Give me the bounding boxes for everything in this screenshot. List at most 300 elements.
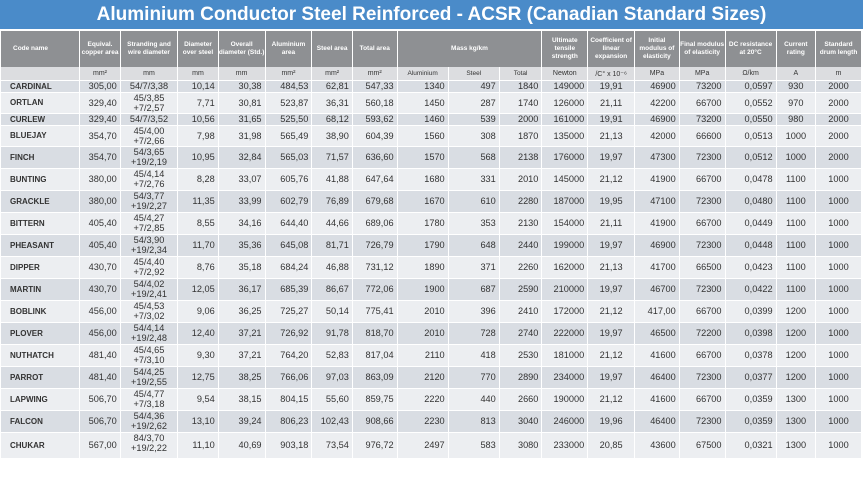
cell-stranding [120,433,178,459]
cell-copper-area: 506,70 [80,389,120,411]
cell-stranding [120,126,178,147]
cell-code-name: FALCON [1,411,80,433]
cell-copper-area: 329,40 [80,93,120,114]
cell-stranding [120,93,178,114]
cell-dc-resistance: 0,0550 [725,114,776,126]
cell-diameter-steel: 8,76 [178,257,218,279]
cell-diameter-steel: 11,35 [178,191,218,213]
cell-final-modulus: 72300 [679,191,725,213]
cell-dc-resistance: 0,0448 [725,235,776,257]
cell-mass-steel: 610 [448,191,499,213]
cell-drum-length: 1000 [816,213,862,235]
cell-mass-aluminium: 1570 [397,147,448,169]
cell-steel-area: 76,89 [312,191,352,213]
unit-stranding: mm [120,67,178,81]
cell-copper-area: 405,40 [80,213,120,235]
cell-final-modulus: 66700 [679,301,725,323]
cell-current-rating: 1100 [776,213,815,235]
units-row [1,67,862,81]
stranding-line-1: 54/4,14 [133,323,165,333]
cell-final-modulus: 66700 [679,345,725,367]
cell-stranding [120,213,178,235]
col-stranding: Stranding and wire diameter [120,31,178,67]
cell-diameter-steel: 12,75 [178,367,218,389]
cell-initial-modulus: 46900 [635,81,680,93]
cell-copper-area: 354,70 [80,147,120,169]
cell-drum-length: 1000 [816,301,862,323]
table-row [1,389,862,411]
cell-coeff-expansion: 19,96 [588,411,635,433]
cell-total-area: 647,64 [352,169,397,191]
unit-blank [1,67,80,81]
cell-initial-modulus: 46500 [635,323,680,345]
cell-coeff-expansion: 21,11 [588,213,635,235]
cell-mass-aluminium: 2110 [397,345,448,367]
cell-final-modulus: 66700 [679,213,725,235]
cell-coeff-expansion: 19,91 [588,81,635,93]
cell-drum-length: 1000 [816,257,862,279]
cell-mass-total: 2410 [499,301,542,323]
cell-coeff-expansion: 19,97 [588,323,635,345]
cell-tensile-strength: 172000 [542,301,588,323]
table-row [1,191,862,213]
acsr-spec-table [1,31,862,459]
cell-aluminium-area: 565,03 [265,147,312,169]
cell-dc-resistance: 0,0423 [725,257,776,279]
cell-current-rating: 1000 [776,126,815,147]
cell-initial-modulus: 46400 [635,367,680,389]
cell-code-name: CURLEW [1,114,80,126]
col-diameter-over-steel: Diameter over steel [178,31,218,67]
cell-dc-resistance: 0,0422 [725,279,776,301]
cell-dc-resistance: 0,0449 [725,213,776,235]
cell-dc-resistance: 0,0552 [725,93,776,114]
cell-copper-area: 405,40 [80,235,120,257]
cell-mass-aluminium: 2497 [397,433,448,459]
cell-copper-area: 456,00 [80,323,120,345]
cell-drum-length: 1000 [816,169,862,191]
cell-overall-diameter: 38,25 [218,367,265,389]
col-overall-diameter: Overall diameter (Std.) [218,31,265,67]
cell-initial-modulus: 41700 [635,257,680,279]
cell-total-area: 908,66 [352,411,397,433]
cell-final-modulus: 72300 [679,235,725,257]
cell-current-rating: 1200 [776,367,815,389]
cell-mass-total: 2280 [499,191,542,213]
cell-stranding [120,279,178,301]
cell-mass-steel: 770 [448,367,499,389]
cell-copper-area: 430,70 [80,257,120,279]
table-row [1,93,862,114]
cell-mass-aluminium: 1460 [397,114,448,126]
stranding-line-1: 45/4,27 [133,213,165,223]
cell-total-area: 726,79 [352,235,397,257]
unit-mass-total: Total [499,67,542,81]
col-aluminium-area: Aluminium area [265,31,312,67]
cell-current-rating: 1300 [776,433,815,459]
cell-current-rating: 1100 [776,235,815,257]
table-row [1,279,862,301]
cell-tensile-strength: 181000 [542,345,588,367]
cell-diameter-steel: 7,98 [178,126,218,147]
cell-current-rating: 1100 [776,169,815,191]
cell-steel-area: 71,57 [312,147,352,169]
stranding-line-2: +7/2,66 [133,136,165,146]
cell-final-modulus: 67500 [679,433,725,459]
stranding-line-1: 45/3,85 [133,93,165,103]
cell-coeff-expansion: 21,12 [588,169,635,191]
cell-steel-area: 68,12 [312,114,352,126]
cell-coeff-expansion: 19,97 [588,147,635,169]
cell-mass-aluminium: 1560 [397,126,448,147]
cell-final-modulus: 72300 [679,147,725,169]
cell-steel-area: 81,71 [312,235,352,257]
stranding-line-2: +7/3,02 [133,311,165,321]
cell-aluminium-area: 725,27 [265,301,312,323]
cell-mass-aluminium: 1340 [397,81,448,93]
cell-aluminium-area: 523,87 [265,93,312,114]
cell-dc-resistance: 0,0378 [725,345,776,367]
cell-diameter-steel: 8,28 [178,169,218,191]
cell-overall-diameter: 37,21 [218,345,265,367]
cell-total-area: 818,70 [352,323,397,345]
cell-initial-modulus: 42200 [635,93,680,114]
cell-stranding [120,147,178,169]
cell-total-area: 636,60 [352,147,397,169]
cell-diameter-steel: 9,30 [178,345,218,367]
stranding-line-2: +19/2,48 [130,333,168,343]
unit-dsteel: mm [178,67,218,81]
stranding-line-2: +19/2,19 [130,157,168,167]
cell-aluminium-area: 903,18 [265,433,312,459]
header-row [1,31,862,67]
cell-mass-aluminium: 1670 [397,191,448,213]
col-final-modulus: Final modulus of elasticity [679,31,725,67]
cell-diameter-steel: 10,95 [178,147,218,169]
cell-tensile-strength: 149000 [542,81,588,93]
cell-total-area: 604,39 [352,126,397,147]
cell-mass-aluminium: 1680 [397,169,448,191]
cell-diameter-steel: 8,55 [178,213,218,235]
cell-mass-steel: 418 [448,345,499,367]
cell-total-area: 772,06 [352,279,397,301]
cell-final-modulus: 66500 [679,257,725,279]
cell-mass-steel: 728 [448,323,499,345]
cell-coeff-expansion: 21,13 [588,257,635,279]
cell-overall-diameter: 38,15 [218,389,265,411]
cell-coeff-expansion: 19,95 [588,191,635,213]
cell-current-rating: 1200 [776,301,815,323]
stranding-line-2: +19/2,27 [130,201,168,211]
cell-mass-steel: 308 [448,126,499,147]
cell-copper-area: 481,40 [80,367,120,389]
cell-copper-area: 430,70 [80,279,120,301]
cell-tensile-strength: 162000 [542,257,588,279]
cell-coeff-expansion: 19,91 [588,114,635,126]
cell-code-name: DIPPER [1,257,80,279]
cell-mass-steel: 353 [448,213,499,235]
cell-overall-diameter: 39,24 [218,411,265,433]
cell-aluminium-area: 764,20 [265,345,312,367]
cell-mass-aluminium: 1450 [397,93,448,114]
cell-code-name: PLOVER [1,323,80,345]
cell-code-name: BLUEJAY [1,126,80,147]
cell-current-rating: 1300 [776,411,815,433]
cell-tensile-strength: 222000 [542,323,588,345]
cell-copper-area: 567,00 [80,433,120,459]
cell-mass-aluminium: 2220 [397,389,448,411]
cell-tensile-strength: 246000 [542,411,588,433]
cell-overall-diameter: 32,84 [218,147,265,169]
stranding-line-2: +7/3,18 [133,399,165,409]
table-body [1,81,862,459]
cell-mass-aluminium: 1780 [397,213,448,235]
cell-overall-diameter: 36,17 [218,279,265,301]
cell-total-area: 679,68 [352,191,397,213]
cell-final-modulus: 72300 [679,411,725,433]
unit-totarea: mm² [352,67,397,81]
cell-final-modulus: 73200 [679,81,725,93]
col-coeff-expansion: Coefficient of linear expansion [588,31,635,67]
cell-tensile-strength: 233000 [542,433,588,459]
cell-mass-total: 3080 [499,433,542,459]
cell-overall-diameter: 34,16 [218,213,265,235]
cell-copper-area: 329,40 [80,114,120,126]
cell-final-modulus: 73200 [679,114,725,126]
cell-drum-length: 2000 [816,93,862,114]
cell-aluminium-area: 806,23 [265,411,312,433]
cell-aluminium-area: 645,08 [265,235,312,257]
cell-initial-modulus: 41600 [635,345,680,367]
unit-doverall: mm [218,67,265,81]
cell-drum-length: 1000 [816,367,862,389]
cell-overall-diameter: 37,21 [218,323,265,345]
stranding-line-1: 54/3,77 [133,191,165,201]
cell-steel-area: 97,03 [312,367,352,389]
cell-stranding [120,235,178,257]
cell-coeff-expansion: 21,12 [588,345,635,367]
stranding-line-2: +19/2,34 [130,245,168,255]
cell-overall-diameter: 36,25 [218,301,265,323]
table-row [1,367,862,389]
cell-mass-steel: 440 [448,389,499,411]
cell-diameter-steel: 9,54 [178,389,218,411]
cell-steel-area: 46,88 [312,257,352,279]
cell-coeff-expansion: 21,11 [588,93,635,114]
cell-mass-total: 1870 [499,126,542,147]
cell-dc-resistance: 0,0512 [725,147,776,169]
cell-tensile-strength: 234000 [542,367,588,389]
stranding-line-2: +19/2,41 [130,289,168,299]
cell-diameter-steel: 11,10 [178,433,218,459]
cell-mass-total: 2440 [499,235,542,257]
cell-code-name: BOBLINK [1,301,80,323]
cell-tensile-strength: 210000 [542,279,588,301]
cell-diameter-steel: 7,71 [178,93,218,114]
unit-fmod: MPa [679,67,725,81]
cell-copper-area: 456,00 [80,301,120,323]
cell-coeff-expansion: 21,12 [588,301,635,323]
cell-diameter-steel: 11,70 [178,235,218,257]
cell-code-name: BITTERN [1,213,80,235]
stranding-line-1: 45/4,77 [133,389,165,399]
col-ultimate-tensile: Ultimate tensile strength [542,31,588,67]
cell-code-name: CARDINAL [1,81,80,93]
cell-mass-total: 1740 [499,93,542,114]
stranding-line-1: 54/7/3,52 [129,114,169,124]
table-row [1,147,862,169]
col-code-name: Code name [1,31,80,67]
table-row [1,323,862,345]
cell-drum-length: 2000 [816,147,862,169]
cell-diameter-steel: 10,56 [178,114,218,126]
stranding-line-1: 54/4,25 [133,367,165,377]
cell-coeff-expansion: 19,97 [588,367,635,389]
stranding-line-1: 45/4,00 [133,126,165,136]
stranding-line-1: 45/4,14 [133,169,165,179]
cell-steel-area: 102,43 [312,411,352,433]
unit-starea: mm² [312,67,352,81]
cell-tensile-strength: 135000 [542,126,588,147]
cell-steel-area: 36,31 [312,93,352,114]
cell-mass-steel: 497 [448,81,499,93]
cell-mass-aluminium: 2010 [397,301,448,323]
cell-final-modulus: 72300 [679,367,725,389]
cell-mass-aluminium: 2010 [397,323,448,345]
unit-copper: mm² [80,67,120,81]
table-row [1,213,862,235]
cell-initial-modulus: 46400 [635,411,680,433]
cell-overall-diameter: 35,18 [218,257,265,279]
cell-total-area: 863,09 [352,367,397,389]
cell-code-name: GRACKLE [1,191,80,213]
stranding-line-2: +19/2,62 [130,421,168,431]
cell-dc-resistance: 0,0597 [725,81,776,93]
col-equiv-copper-area: Equival. copper area [80,31,120,67]
cell-drum-length: 1000 [816,323,862,345]
cell-coeff-expansion: 21,12 [588,389,635,411]
cell-total-area: 731,12 [352,257,397,279]
cell-final-modulus: 66700 [679,93,725,114]
cell-drum-length: 1000 [816,191,862,213]
cell-current-rating: 1100 [776,191,815,213]
cell-drum-length: 2000 [816,81,862,93]
cell-tensile-strength: 154000 [542,213,588,235]
cell-mass-total: 2000 [499,114,542,126]
cell-code-name: LAPWING [1,389,80,411]
cell-drum-length: 2000 [816,114,862,126]
cell-stranding [120,367,178,389]
cell-copper-area: 481,40 [80,345,120,367]
table-row [1,345,862,367]
cell-drum-length: 1000 [816,433,862,459]
cell-final-modulus: 66700 [679,169,725,191]
cell-copper-area: 305,00 [80,81,120,93]
cell-mass-total: 2890 [499,367,542,389]
cell-drum-length: 1000 [816,345,862,367]
cell-overall-diameter: 31,98 [218,126,265,147]
cell-mass-steel: 287 [448,93,499,114]
cell-overall-diameter: 35,36 [218,235,265,257]
cell-drum-length: 2000 [816,126,862,147]
cell-current-rating: 1000 [776,147,815,169]
cell-aluminium-area: 484,53 [265,81,312,93]
cell-code-name: BUNTING [1,169,80,191]
cell-diameter-steel: 10,14 [178,81,218,93]
cell-overall-diameter: 40,69 [218,433,265,459]
cell-coeff-expansion: 20,85 [588,433,635,459]
cell-stranding [120,411,178,433]
cell-tensile-strength: 176000 [542,147,588,169]
cell-mass-total: 2260 [499,257,542,279]
cell-diameter-steel: 12,40 [178,323,218,345]
cell-stranding [120,169,178,191]
cell-mass-total: 2530 [499,345,542,367]
cell-mass-aluminium: 2120 [397,367,448,389]
cell-drum-length: 1000 [816,411,862,433]
col-current-rating: Current rating [776,31,815,67]
stranding-line-1: 54/7/3,38 [129,81,169,91]
cell-steel-area: 52,83 [312,345,352,367]
cell-mass-steel: 371 [448,257,499,279]
cell-overall-diameter: 30,38 [218,81,265,93]
cell-overall-diameter: 30,81 [218,93,265,114]
cell-total-area: 817,04 [352,345,397,367]
cell-final-modulus: 72300 [679,279,725,301]
cell-mass-total: 2010 [499,169,542,191]
cell-mass-aluminium: 2230 [397,411,448,433]
unit-uts: Newton [542,67,588,81]
cell-diameter-steel: 13,10 [178,411,218,433]
cell-diameter-steel: 9,06 [178,301,218,323]
stranding-line-1: 54/3,65 [133,147,165,157]
cell-mass-aluminium: 1890 [397,257,448,279]
cell-mass-steel: 396 [448,301,499,323]
unit-coef: /C° x 10⁻⁶ [588,67,635,81]
cell-dc-resistance: 0,0359 [725,389,776,411]
cell-aluminium-area: 684,24 [265,257,312,279]
cell-final-modulus: 66600 [679,126,725,147]
cell-overall-diameter: 33,07 [218,169,265,191]
cell-mass-steel: 583 [448,433,499,459]
cell-initial-modulus: 42000 [635,126,680,147]
cell-dc-resistance: 0,0359 [725,411,776,433]
cell-overall-diameter: 31,65 [218,114,265,126]
cell-current-rating: 1200 [776,345,815,367]
cell-dc-resistance: 0,0399 [725,301,776,323]
cell-tensile-strength: 145000 [542,169,588,191]
cell-initial-modulus: 46900 [635,114,680,126]
table-row [1,169,862,191]
table-row [1,235,862,257]
cell-initial-modulus: 46900 [635,235,680,257]
stranding-line-2: +7/2,92 [133,267,165,277]
cell-mass-total: 2130 [499,213,542,235]
cell-mass-steel: 539 [448,114,499,126]
stranding-line-2: +7/2,57 [133,103,165,113]
cell-current-rating: 1200 [776,323,815,345]
cell-current-rating: 1100 [776,279,815,301]
cell-total-area: 775,41 [352,301,397,323]
unit-current: A [776,67,815,81]
cell-tensile-strength: 190000 [542,389,588,411]
unit-alarea: mm² [265,67,312,81]
cell-stranding [120,191,178,213]
unit-mass-aluminium: Aluminium [397,67,448,81]
stranding-line-1: 84/3,70 [133,433,165,443]
cell-drum-length: 1000 [816,389,862,411]
cell-current-rating: 1300 [776,389,815,411]
